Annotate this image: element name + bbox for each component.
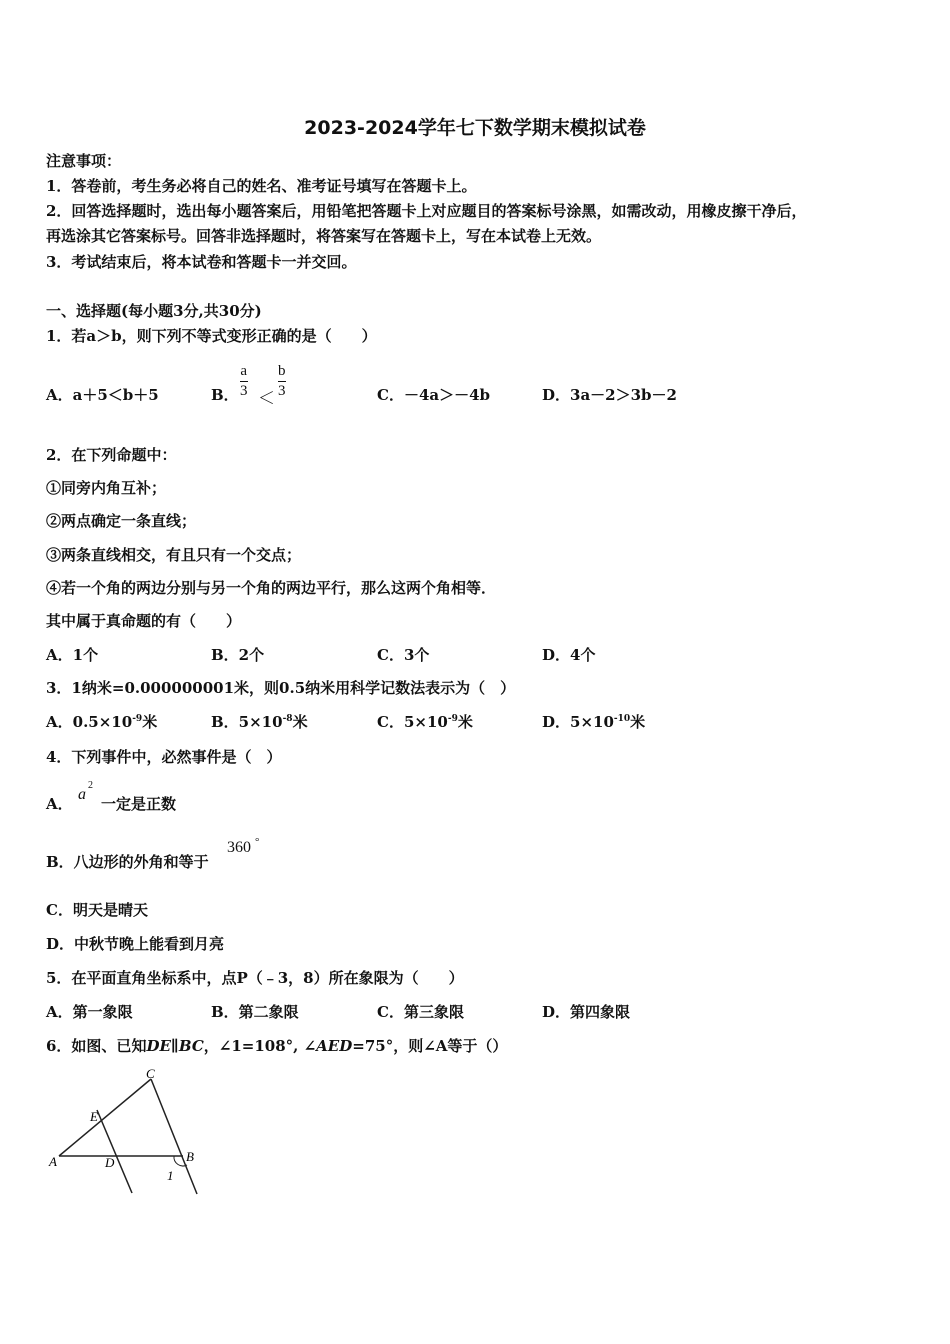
q6-de: DE [146, 1037, 171, 1055]
fraction-denominator: 3 [278, 383, 286, 399]
q1-fraction-b-over-3 [278, 362, 286, 401]
label-d: D [105, 1155, 115, 1170]
notice-item-2-line-2: 再选涂其它答案标号。回答非选择题时，将答案写在答题卡上，写在本试卷上无效。 [46, 227, 602, 245]
fraction-denominator: 3 [240, 383, 248, 399]
q5-option-c: C．第三象限 [377, 1003, 464, 1021]
option-base: C．5×10 [377, 713, 448, 731]
q6-parallel: ∥ [170, 1037, 179, 1055]
q5-option-d: D．第四象限 [542, 1003, 631, 1021]
q3-option-c [377, 712, 473, 732]
q6-stem-prefix: 6．如图、已知 [46, 1037, 147, 1055]
fraction-numerator: b [278, 363, 286, 379]
q5-option-a: A．第一象限 [46, 1003, 133, 1021]
notice-heading: 注意事项： [46, 152, 122, 170]
q3-stem: 3．1纳米=0.000000001米，则0.5纳米用科学记数法表示为（ ） [46, 679, 516, 697]
line-ed-extended [97, 1110, 132, 1193]
q4-stem: 4．下列事件中，必然事件是（ ） [46, 748, 282, 766]
q2-statement-2: ②两点确定一条直线； [46, 512, 197, 530]
label-a: A [49, 1154, 57, 1169]
section-heading: 一、选择题(每小题3分,共30分) [46, 302, 262, 320]
q2-ask: 其中属于真命题的有（ ） [46, 612, 242, 630]
option-unit: 米 [630, 713, 646, 731]
q2-option-b: B．2个 [211, 646, 265, 664]
notice-item-3: 3．考试结束后，将本试卷和答题卡一并交回。 [46, 253, 357, 271]
q1-less-than-sign: ＜ [258, 389, 275, 408]
notice-item-1: 1．答卷前，考生务必将自己的姓名、准考证号填写在答题卡上。 [46, 177, 477, 195]
label-angle-1: 1 [167, 1168, 174, 1183]
q5-stem: 5．在平面直角坐标系中，点P（﹣3，8）所在象限为（ ） [46, 969, 464, 987]
option-base: D．5×10 [542, 713, 614, 731]
q6-stem-mid: ，∠1=108°, ∠ [203, 1037, 317, 1055]
q4-a-exponent: 2 [88, 780, 93, 791]
option-exponent: -8 [282, 714, 293, 724]
option-exponent: -10 [613, 714, 631, 724]
q2-option-a: A．1个 [46, 646, 99, 664]
q5-option-b: B．第二象限 [211, 1003, 299, 1021]
option-unit: 米 [457, 713, 473, 731]
option-exponent: -9 [132, 714, 143, 724]
q6-stem-end: =75°，则∠A等于（） [352, 1037, 508, 1055]
line-cb-extended [151, 1079, 197, 1194]
q6-geometry-figure [40, 1062, 220, 1202]
q6-aed: AED [316, 1037, 353, 1055]
q3-option-b [211, 712, 308, 732]
q1-option-c: C．－4a＞－4b [377, 386, 491, 404]
q3-option-a [46, 712, 157, 732]
q1-stem: 1．若a＞b，则下列不等式变形正确的是（ ） [46, 327, 377, 345]
fraction-numerator: a [240, 363, 248, 379]
option-exponent: -9 [447, 714, 458, 724]
label-b: B [186, 1149, 194, 1164]
q1-option-a: A．a＋5＜b＋5 [46, 386, 159, 404]
q4-option-d: D．中秋节晚上能看到月亮 [46, 935, 225, 953]
option-base: A．0.5×10 [46, 713, 133, 731]
q4-option-c: C．明天是晴天 [46, 901, 148, 919]
option-base: B．5×10 [211, 713, 283, 731]
line-ac [59, 1079, 151, 1156]
option-unit: 米 [142, 713, 158, 731]
q2-stem: 2．在下列命题中： [46, 446, 177, 464]
q2-statement-1: ①同旁内角互补； [46, 479, 167, 497]
option-unit: 米 [292, 713, 308, 731]
notice-item-2-line-1: 2．回答选择题时，选出每小题答案后，用铅笔把答题卡上对应题目的答案标号涂黑，如需改动，用橡皮擦干净后， [46, 202, 807, 220]
q1-option-b-label: B． [211, 386, 239, 404]
q2-statement-3: ③两条直线相交，有且只有一个交点； [46, 546, 302, 564]
q4-option-b-text: B．八边形的外角和等于 [46, 853, 209, 871]
q6-bc: BC [178, 1037, 204, 1055]
q2-statement-4: ④若一个角的两边分别与另一个角的两边平行，那么这两个角相等． [46, 579, 497, 597]
q4-option-a-text: 一定是正数 [101, 795, 177, 813]
q2-option-d: D．4个 [542, 646, 596, 664]
q2-option-c: C．3个 [377, 646, 430, 664]
q3-option-d [542, 712, 645, 732]
q1-fraction-a-over-3 [240, 362, 248, 401]
label-e: E [90, 1109, 98, 1124]
q6-stem [46, 1036, 507, 1056]
q4-option-a-label: A． [46, 795, 73, 813]
q4-b-degree: ° [255, 836, 260, 848]
q4-a-base: a [78, 786, 86, 803]
q4-b-value: 360 [227, 839, 251, 856]
q1-option-d: D．3a－2＞3b－2 [542, 386, 677, 404]
label-c: C [146, 1066, 155, 1081]
page-title: 2023-2024学年七下数学期末模拟试卷 [304, 117, 646, 139]
